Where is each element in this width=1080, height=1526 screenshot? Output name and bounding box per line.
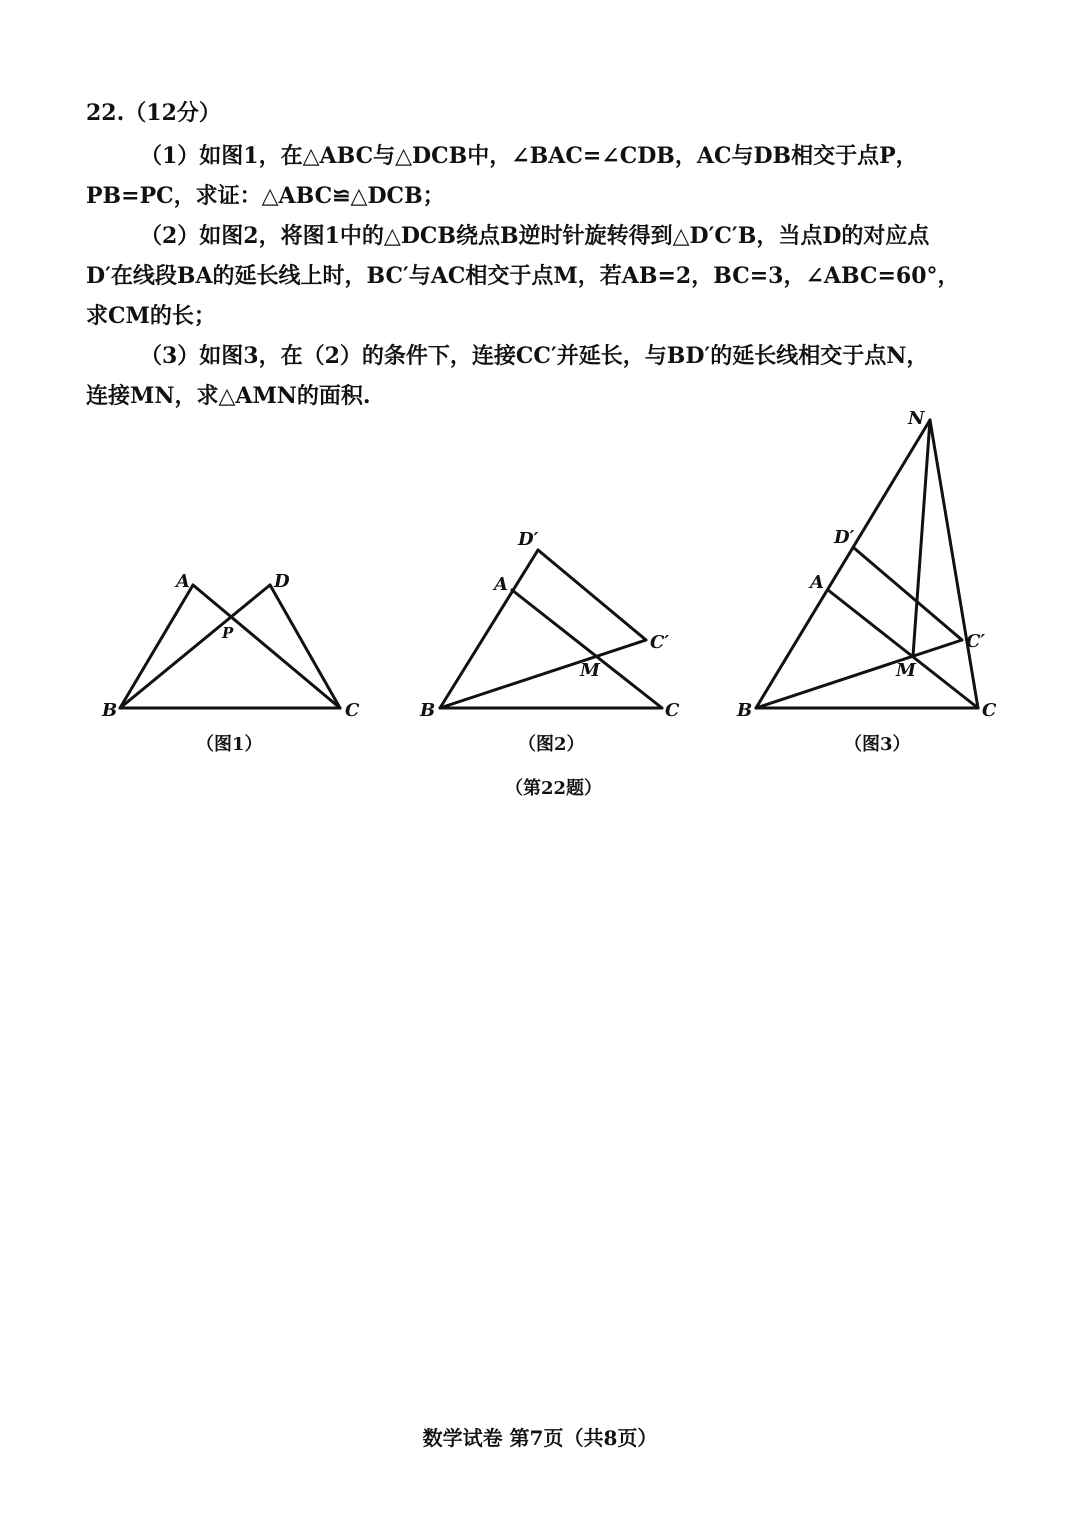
figure-1 xyxy=(120,585,340,708)
fig1-label-A: A xyxy=(176,571,190,592)
fig2-label-B: B xyxy=(420,700,436,721)
figure-2 xyxy=(440,550,662,708)
fig2-caption: （图2） xyxy=(518,734,585,755)
fig2-label-A: A xyxy=(494,574,508,595)
part2-line1: （2）如图2，将图1中的△DCB绕点B逆时针旋转得到△D′C′B，当点D的对应点 xyxy=(140,223,930,249)
fig1-caption: （图1） xyxy=(196,734,263,755)
fig1-label-P: P xyxy=(222,624,234,642)
fig1-label-D: D xyxy=(274,571,290,592)
fig2-label-Cprime: C′ xyxy=(650,632,670,653)
fig3-segment-BCprime xyxy=(756,640,962,708)
figures-svg xyxy=(0,400,1080,740)
part3-line2: 连接MN，求△AMN的面积. xyxy=(86,383,371,409)
fig3-label-M: M xyxy=(896,660,916,681)
fig2-segment-BCprime xyxy=(440,640,646,708)
figure-3 xyxy=(756,420,978,708)
fig2-label-Dprime: D′ xyxy=(518,529,539,550)
fig3-label-A: A xyxy=(810,572,824,593)
fig1-label-B: B xyxy=(102,700,118,721)
fig1-segment-BA xyxy=(120,585,193,708)
fig2-segment-BDprime xyxy=(440,550,538,708)
fig2-label-M: M xyxy=(580,660,600,681)
fig2-segment-DprimeCprime xyxy=(538,550,646,640)
fig3-segment-DprimeCprime xyxy=(854,548,962,640)
fig3-label-C: C xyxy=(982,700,997,721)
question-number: 22.（12分） xyxy=(86,100,221,126)
page-footer: 数学试卷 第7页（共8页） xyxy=(422,1426,658,1450)
fig3-segment-NC xyxy=(930,420,978,708)
part2-line3: 求CM的长； xyxy=(86,303,216,329)
fig3-label-N: N xyxy=(908,408,925,429)
fig3-segment-AC xyxy=(828,590,978,708)
fig1-segment-DB xyxy=(120,585,270,708)
fig3-label-Cprime: C′ xyxy=(966,631,986,652)
fig3-label-B: B xyxy=(737,700,753,721)
fig2-label-C: C xyxy=(665,700,680,721)
fig1-segment-CD xyxy=(270,585,340,708)
fig3-segment-NM xyxy=(913,420,930,656)
part1-line2: PB=PC，求证：△ABC≌△DCB； xyxy=(86,183,445,209)
part3-line1: （3）如图3，在（2）的条件下，连接CC′并延长，与BD′的延长线相交于点N， xyxy=(140,343,929,369)
part1-line1: （1）如图1，在△ABC与△DCB中，∠BAC=∠CDB，AC与DB相交于点P， xyxy=(140,143,918,169)
fig3-label-Dprime: D′ xyxy=(834,527,855,548)
fig1-label-C: C xyxy=(345,700,360,721)
fig1-segment-AC xyxy=(193,585,340,708)
figure-group-caption: （第22题） xyxy=(505,778,603,799)
part2-line2: D′在线段BA的延长线上时，BC′与AC相交于点M，若AB=2，BC=3，∠ABC=60°， xyxy=(86,263,960,289)
fig2-segment-AC xyxy=(512,590,662,708)
fig3-caption: （图3） xyxy=(844,734,911,755)
